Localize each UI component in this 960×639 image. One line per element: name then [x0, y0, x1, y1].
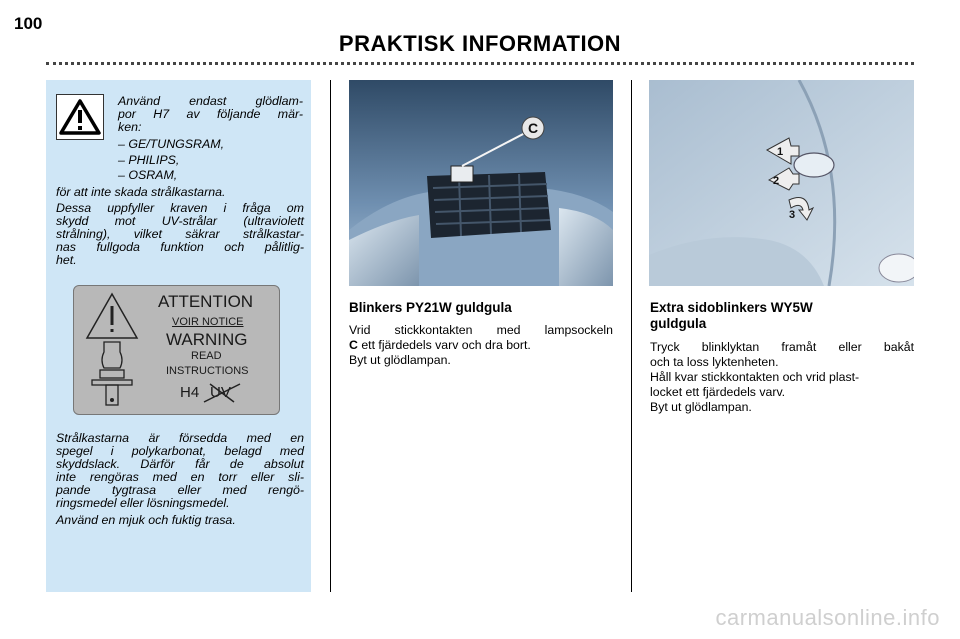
side-indicator-title [650, 300, 914, 332]
warning-panel [46, 80, 311, 592]
brand-item: – PHILIPS, [118, 152, 180, 167]
label-h4: H4 [180, 384, 200, 401]
intro-line: Använd endast glödlam- [118, 94, 303, 108]
column-divider [631, 80, 632, 592]
lens-line: inte rengöras med en torr eller sli- [56, 470, 304, 484]
cloth-note: Använd en mjuk och fuktig trasa. [56, 513, 236, 527]
front-indicator-text [349, 323, 613, 368]
brand-list [118, 137, 303, 184]
front-line: Vrid stickkontakten med lampsockeln [349, 323, 613, 337]
lens-line: spegel i polykarbonat, belagd med [56, 444, 304, 458]
uv-line: skydd mot UV-strålar (ultraviolett [56, 214, 304, 228]
marker-3: 3 [789, 209, 796, 221]
uv-protection-text [56, 202, 304, 267]
brand-item: – GE/TUNGSRAM, [118, 137, 225, 151]
crossed-out-icon [202, 380, 242, 406]
warning-triangle-icon [56, 94, 104, 140]
marker-1: 1 [777, 146, 784, 158]
side-line: Håll kvar stickkontakten och vrid plast- [650, 370, 860, 384]
uv-line: Dessa uppfyller kraven i fråga om [56, 201, 304, 215]
side-line: Tryck blinklyktan framåt eller bakåt [650, 340, 914, 354]
label-warning: WARNING [166, 330, 248, 349]
marker-2: 2 [773, 175, 780, 187]
uv-line: het. [56, 253, 77, 267]
page-number: 100 [14, 14, 43, 33]
label-instructions: INSTRUCTIONS [166, 365, 249, 377]
column-divider [330, 80, 331, 592]
lens-care-text [56, 432, 304, 510]
marker-c: C [527, 120, 539, 136]
uv-line: nas fullgoda funktion och pålitlig- [56, 240, 304, 254]
bulb-warning-icon [82, 292, 142, 408]
marker-c-text: C [349, 338, 358, 352]
label-attention: ATTENTION [158, 292, 254, 311]
front-grille-photo [349, 80, 613, 286]
intro-line: ken: [118, 120, 142, 134]
front-line-rest: ett fjärdedels varv och dra bort. [361, 338, 531, 352]
side-line: Byt ut glödlampan. [650, 400, 752, 414]
lens-line: ringsmedel eller lösningsmedel. [56, 496, 230, 510]
intro-line: por H7 av följande mär- [118, 107, 303, 121]
side-line: och ta loss lyktenheten. [650, 355, 779, 369]
watermark: carmanualsonline.info [715, 605, 940, 630]
label-uv: UV [210, 384, 231, 401]
label-read: READ [191, 350, 222, 362]
bulb-warning-label [73, 285, 280, 415]
page-title: PRAKTISK INFORMATION [338, 31, 622, 56]
side-line: locket ett fjärdedels varv. [650, 385, 786, 399]
front-indicator-title: Blinkers PY21W guldgula [349, 300, 512, 315]
lens-line: Strålkastarna är försedda med en [56, 431, 304, 445]
warning-intro [118, 95, 303, 134]
brand-item: – OSRAM, [118, 168, 178, 182]
uv-line: strålning), vilket säkrar strålkastar- [56, 227, 304, 241]
side-repeater-photo [649, 80, 914, 286]
warning-after-brands: för att inte skada strålkastarna. [56, 185, 226, 199]
side-indicator-text [650, 340, 914, 415]
front-line: Byt ut glödlampan. [349, 353, 451, 367]
side-title-line: guldgula [650, 316, 707, 331]
dotted-divider [46, 62, 914, 65]
side-title-line: Extra sidoblinkers WY5W [650, 300, 813, 315]
front-line [349, 338, 613, 352]
lens-line: pande tygtrasa eller med rengö- [56, 483, 304, 497]
lens-line: skyddslack. Därför får de absolut [56, 457, 304, 471]
label-voir-notice: VOIR NOTICE [172, 316, 244, 328]
